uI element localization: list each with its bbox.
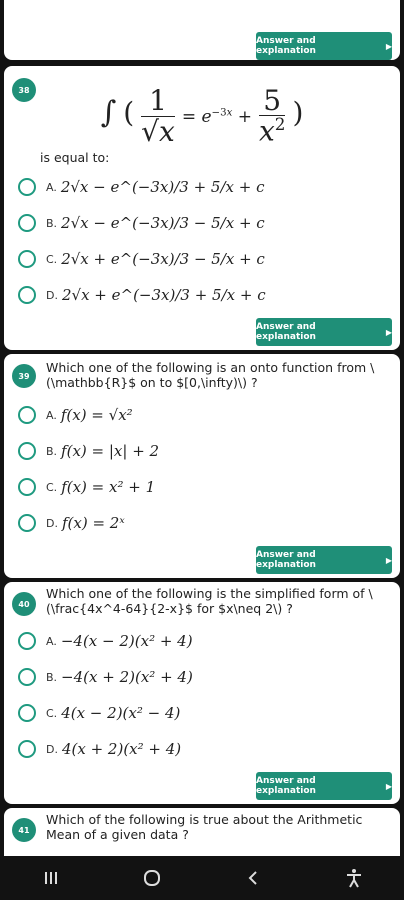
play-arrow-icon: ▶ (385, 41, 392, 51)
radio-button[interactable] (18, 250, 36, 268)
radio-button[interactable] (18, 740, 36, 758)
option-c[interactable] (18, 702, 180, 724)
option-letter: B. (46, 670, 58, 684)
option-c[interactable] (18, 248, 265, 270)
question-text: is equal to: (40, 150, 110, 165)
answer-button[interactable] (256, 772, 392, 800)
option-letter: C. (46, 706, 58, 720)
answer-button-label: Answer and explanation (256, 322, 316, 342)
answer-button-label: Answer and explanation (256, 36, 316, 56)
option-letter: D. (46, 516, 58, 530)
question-number-badge: 40 (12, 592, 36, 616)
radio-button[interactable] (18, 214, 36, 232)
option-letter: A. (46, 180, 57, 194)
option-b[interactable] (18, 440, 159, 462)
question-number-badge: 41 (12, 818, 36, 842)
option-math: 2√x + e^(−3x)/3 + 5/x + c (61, 286, 266, 304)
option-math: 4(x − 2)(x² − 4) (61, 704, 181, 722)
radio-button[interactable] (18, 178, 36, 196)
radio-button[interactable] (18, 704, 36, 722)
answer-button-label: Answer and explanation (256, 776, 316, 796)
radio-button[interactable] (18, 286, 36, 304)
option-letter: C. (46, 480, 58, 494)
option-math: 2√x − e^(−3x)/3 − 5/x + c (61, 214, 265, 232)
play-arrow-icon: ▶ (385, 555, 392, 565)
question-card-38 (4, 66, 400, 350)
option-math: −4(x + 2)(x² + 4) (61, 668, 193, 686)
option-letter: A. (46, 408, 57, 422)
radio-button[interactable] (18, 668, 36, 686)
radio-button[interactable] (18, 514, 36, 532)
question-text: Which one of the following is the simplified form of \(\frac{4x^4-64}{2-x}$ for $x\neq 2\) ? (46, 586, 373, 616)
option-math: f(x) = |x| + 2 (61, 442, 160, 460)
option-math: f(x) = √x² (60, 406, 133, 424)
home-icon[interactable] (132, 863, 172, 893)
option-math: −4(x − 2)(x² + 4) (60, 632, 193, 650)
option-letter: B. (46, 216, 58, 230)
radio-button[interactable] (18, 442, 36, 460)
option-a[interactable] (18, 404, 133, 426)
option-a[interactable] (18, 630, 193, 652)
option-letter: D. (46, 742, 58, 756)
accessibility-icon[interactable] (334, 863, 374, 893)
option-math: f(x) = x² + 1 (61, 478, 156, 496)
option-b[interactable] (18, 212, 265, 234)
option-math: f(x) = 2ˣ (61, 514, 125, 532)
radio-button[interactable] (18, 406, 36, 424)
question-text: Which of the following is true about the Arithmetic Mean of a given data ? (46, 812, 363, 842)
option-math: 4(x + 2)(x² + 4) (61, 740, 182, 758)
answer-button-label: Answer and explanation (256, 550, 316, 570)
question-number-badge: 38 (12, 78, 36, 102)
radio-button[interactable] (18, 478, 36, 496)
option-a[interactable] (18, 176, 264, 198)
option-letter: D. (46, 288, 58, 302)
option-d[interactable] (18, 738, 181, 760)
answer-button[interactable] (256, 32, 392, 60)
option-c[interactable] (18, 476, 155, 498)
question-formula: ∫ ( $\frac{1}{√x}$ = $e^{-3x}$ + $\frac{5}{x^2}$ ) (100, 84, 304, 148)
option-letter: C. (46, 252, 58, 266)
play-arrow-icon: ▶ (385, 327, 392, 337)
system-navigation-bar (0, 856, 404, 900)
radio-button[interactable] (18, 632, 36, 650)
question-card-39 (4, 354, 400, 578)
question-card-40 (4, 582, 400, 804)
recents-icon[interactable] (31, 863, 71, 893)
option-letter: A. (46, 634, 57, 648)
option-b[interactable] (18, 666, 193, 688)
back-icon[interactable] (233, 863, 273, 893)
option-d[interactable] (18, 512, 125, 534)
option-d[interactable] (18, 284, 266, 306)
question-text: Which one of the following is an onto function from \(\mathbb{R}$ on to $[0,\infty)\) ? (46, 360, 375, 390)
question-number-badge: 39 (12, 364, 36, 388)
question-card-37 (4, 0, 400, 60)
answer-button[interactable] (256, 318, 392, 346)
answer-button[interactable] (256, 546, 392, 574)
option-letter: B. (46, 444, 58, 458)
question-card-41 (4, 808, 400, 856)
option-math: 2√x − e^(−3x)/3 + 5/x + c (60, 178, 265, 196)
option-math: 2√x + e^(−3x)/3 − 5/x + c (61, 250, 265, 268)
play-arrow-icon: ▶ (385, 781, 392, 791)
